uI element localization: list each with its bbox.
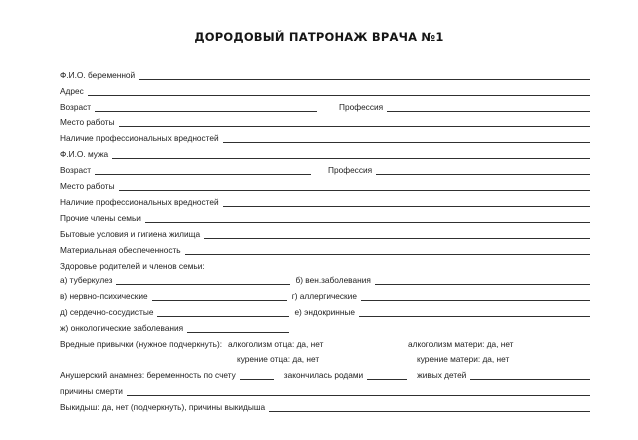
field-neuro[interactable] [152, 291, 287, 301]
option-smoking-father[interactable]: курение отца: да, нет [237, 354, 320, 364]
row-death-causes [60, 382, 590, 396]
row-neuro-allergic [60, 287, 590, 301]
label-miscarriages: Выкидыш: да, нет (подчеркнуть), причины выкидыша [60, 402, 266, 412]
row-tb-venereal [60, 271, 590, 285]
label-material: Материальная обеспеченность [60, 245, 181, 255]
row-workplace-1 [60, 113, 590, 127]
field-fio-pregnant[interactable] [139, 70, 590, 80]
label-death-causes: причины смерти [60, 386, 123, 396]
row-address [60, 82, 590, 96]
label-neuro: в) нервно-психические [60, 291, 148, 301]
label-venereal: б) вен.заболевания [295, 275, 371, 285]
field-workplace-2[interactable] [119, 181, 590, 191]
row-fio-pregnant [60, 66, 590, 80]
field-pregnancy-number[interactable] [240, 370, 274, 380]
label-health-header: Здоровье родителей и членов семьи: [60, 261, 205, 271]
field-profession-2[interactable] [376, 165, 590, 175]
row-hazards-1 [60, 129, 590, 143]
row-material [60, 241, 590, 255]
label-profession-1: Профессия [339, 102, 384, 112]
row-onco [60, 319, 590, 333]
label-family: Прочие члены семьи [60, 213, 141, 223]
field-endocrine[interactable] [359, 307, 590, 317]
row-hazards-2 [60, 193, 590, 207]
row-age-profession-2 [60, 161, 590, 175]
row-health-header [60, 257, 590, 271]
label-endocrine: е) эндокринные [294, 307, 356, 317]
label-fio-husband: Ф.И.О. мужа [60, 149, 109, 159]
row-age-profession-1 [60, 98, 590, 112]
label-age-1: Возраст [60, 102, 92, 112]
option-smoking-mother[interactable]: курение матери: да, нет [417, 354, 510, 364]
label-living: Бытовые условия и гигиена жилища [60, 229, 201, 239]
field-workplace-1[interactable] [119, 117, 590, 127]
label-ended-births: закончилась родами [283, 370, 364, 380]
field-onco[interactable] [187, 323, 289, 333]
field-address[interactable] [88, 86, 590, 96]
label-address: Адрес [60, 86, 84, 96]
row-fio-husband [60, 145, 590, 159]
page-title: ДОРОДОВЫЙ ПАТРОНАЖ ВРАЧА №1 [194, 30, 444, 44]
field-miscarriages[interactable] [269, 402, 590, 412]
field-venereal[interactable] [375, 275, 590, 285]
row-workplace-2 [60, 177, 590, 191]
field-profession-1[interactable] [387, 102, 590, 112]
field-age-1[interactable] [95, 102, 317, 112]
label-hazards-2: Наличие профессиональных вредностей [60, 197, 219, 207]
row-family [60, 209, 590, 223]
field-death-causes[interactable] [127, 386, 590, 396]
field-material[interactable] [185, 245, 590, 255]
option-alcohol-mother[interactable]: алкоголизм матери: да, нет [408, 339, 514, 349]
label-profession-2: Профессия [328, 165, 373, 175]
field-living[interactable] [204, 229, 590, 239]
field-age-2[interactable] [95, 165, 311, 175]
field-hazards-2[interactable] [223, 197, 590, 207]
row-smoking [237, 350, 590, 364]
row-obstetric [60, 366, 590, 380]
field-births[interactable] [367, 370, 407, 380]
field-living-children[interactable] [470, 370, 590, 380]
label-workplace-1: Место работы [60, 117, 115, 127]
label-hazards-1: Наличие профессиональных вредностей [60, 133, 219, 143]
label-onco: ж) онкологические заболевания [60, 323, 184, 333]
field-hazards-1[interactable] [223, 133, 590, 143]
field-tb[interactable] [116, 275, 290, 285]
label-cardio: д) сердечно-сосудистые [60, 307, 154, 317]
label-fio-pregnant: Ф.И.О. беременной [60, 70, 136, 80]
label-living-children: живых детей [417, 370, 467, 380]
label-allergic: г) аллергические [291, 291, 357, 301]
label-workplace-2: Место работы [60, 181, 115, 191]
field-fio-husband[interactable] [112, 149, 590, 159]
row-cardio-endocrine [60, 303, 590, 317]
field-allergic[interactable] [361, 291, 590, 301]
row-habits [60, 335, 590, 349]
option-alcohol-father[interactable]: алкоголизм отца: да, нет [228, 339, 324, 349]
field-cardio[interactable] [157, 307, 289, 317]
label-tb: а) туберкулез [60, 275, 113, 285]
label-obstetric: Анушерский анамнез: беременность по счету [60, 370, 236, 380]
row-living [60, 225, 590, 239]
label-age-2: Возраст [60, 165, 92, 175]
field-family[interactable] [145, 213, 590, 223]
label-habits: Вредные привычки (нужное подчеркнуть): [60, 339, 223, 349]
row-miscarriages [60, 398, 590, 412]
